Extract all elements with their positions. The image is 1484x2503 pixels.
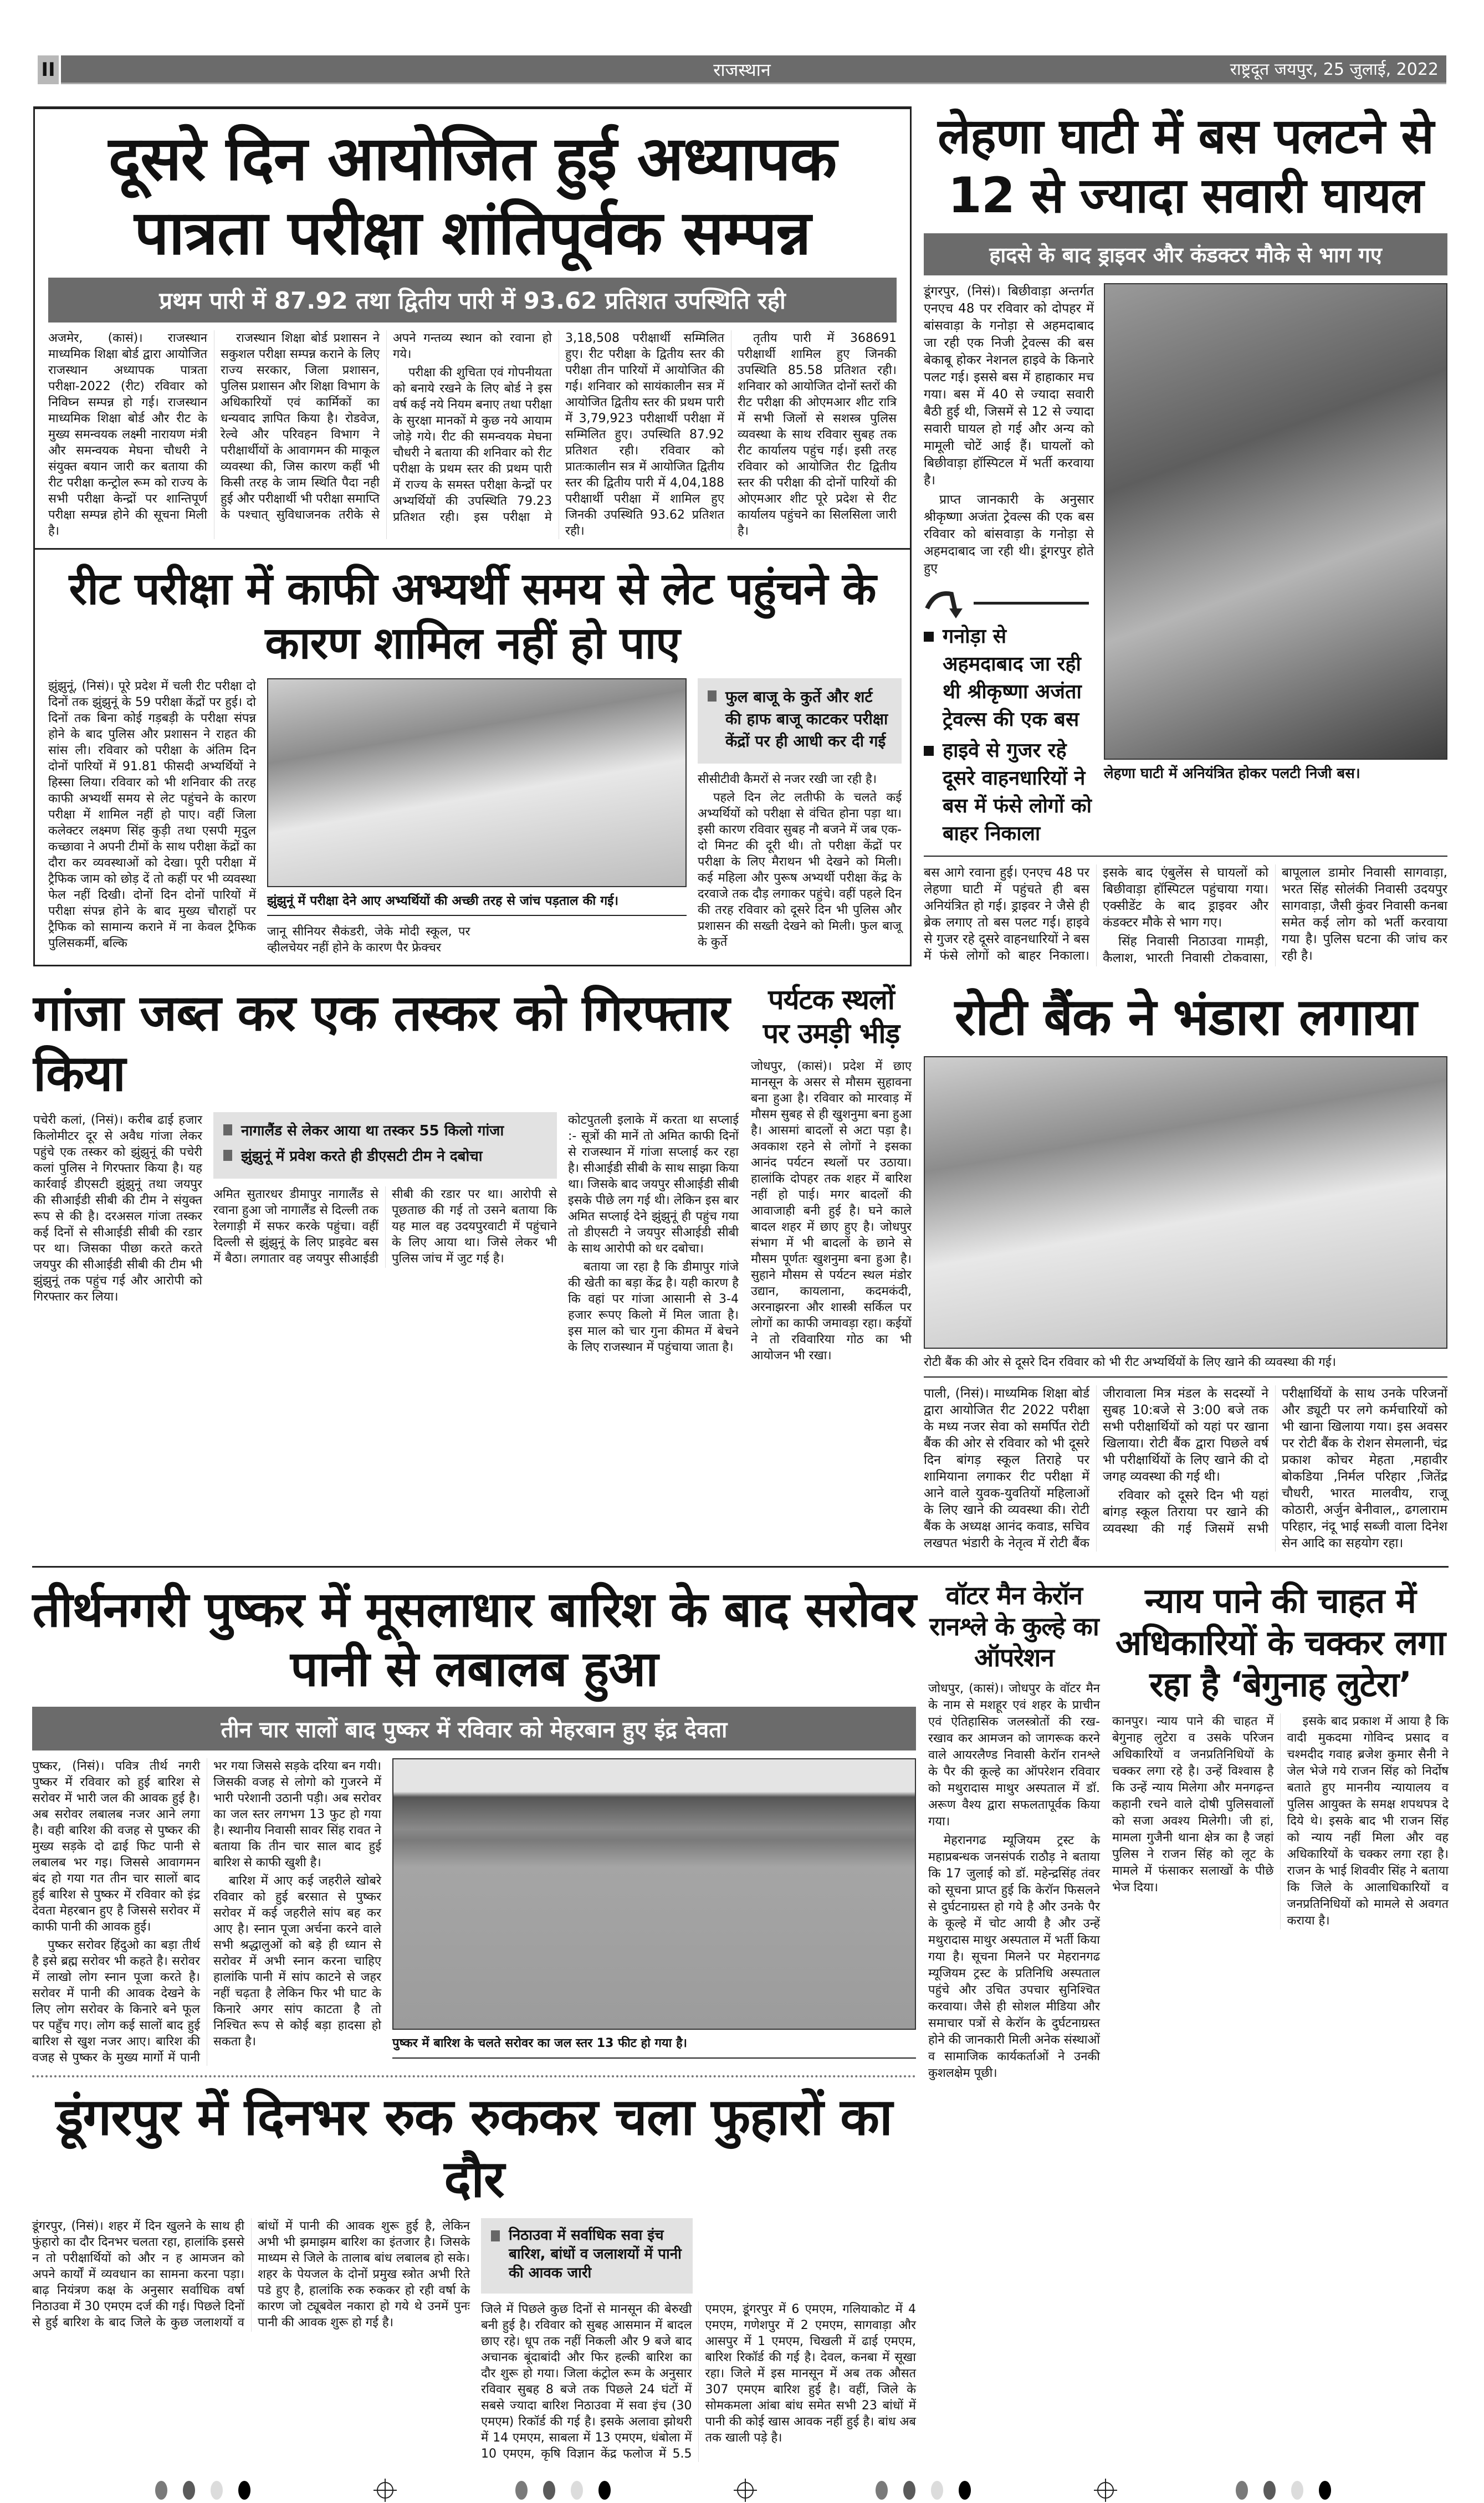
article-columns bbox=[48, 678, 902, 965]
square-bullet-icon bbox=[223, 1150, 232, 1161]
dateline: राष्ट्रदूत जयपुर, 25 जुलाई, 2022 bbox=[1230, 60, 1439, 79]
registration-dot bbox=[211, 2481, 223, 2500]
photo-pushkar-lake bbox=[392, 1758, 916, 2030]
headline: गांजा जब्त कर एक तस्कर को गिरफ्तार किया bbox=[33, 984, 730, 1103]
bullet-item bbox=[491, 2226, 683, 2282]
article-roti-bank bbox=[924, 986, 1447, 1552]
crosshair-icon bbox=[377, 2482, 393, 2499]
paragraph: पाली, (निसं)। माध्यमिक शिक्षा बोर्ड द्वारा आयोजित रीट 2022 परीक्षा के मध्य नजर सेवा को समर्पित रोटी बैंक की ओर से रविवार को भी दूसरे दिन बांगड़ स्कूल तिराहे पर शामियाना लगाकर रीट परीक्षा में आने वाले युवक-युवतियों महिलाओं के लिए खाने की व्यवस्था की। रोटी बैंक के अध्यक्ष आनंद कवाड, सचिव लखपत भंडारी के नेतृत्व में रोटी बैंक जीरावाला मित्र मंडल के सदस्यों ने सुबह 10:बजे से 3:00 बजे तक सभी परीक्षार्थियों को यहां पर खाना खिलाया। रोटी बैंक द्वारा पिछले वर्ष भी परीक्षार्थियों के लिए खाने की दो जगह व्यवस्था की गई थी। bbox=[924, 1386, 1268, 1550]
article-body bbox=[213, 1186, 557, 1268]
paragraph: पुष्कर, (निसं)। पवित्र तीर्थ नगरी पुष्कर में रविवार को हुई बारिश से सरोवर में भारी जल की आवक हुई है। अब सरोवर लबालब नजर आने लगा है। वही बारिश की वजह से पुष्कर की मुख्य सड़के दो ढाई फिट पानी से लबालब भर गइ। जिससे आवागमन बंद हो गया गत तीन चार सालों बाद हुई बारिश से पुष्कर में रविवार को इंद्र देवता मेहरबान हुए है जिससे सरोवर में काफी पानी की आवक हुई। bbox=[32, 1759, 200, 1934]
square-bullet-icon bbox=[924, 632, 934, 642]
bullet-item bbox=[223, 1120, 547, 1142]
article-body bbox=[751, 1058, 912, 1364]
article-body bbox=[924, 1385, 1447, 1552]
article-columns bbox=[32, 1758, 916, 2066]
article-body bbox=[568, 1112, 739, 1358]
registration-dot bbox=[903, 2481, 915, 2500]
paragraph: डूंगरपुर, (निसं)। बिछीवाड़ा अन्तर्गत एनएच 48 पर रविवार को दोपहर में बांसवाड़ा के गनोड़ा से अहमदाबाद जा रही एक निजी ट्रेवल्स की बस बेकाबू होकर नेशनल हाइवे के किनारे पलट गई। इससे बस में हाहाकार मच गया। बस में 40 से ज्यादा सवारी बैठी हुई थी, जिसमें से 12 से ज्यादा सवारी घायल हो गई और अन्य को मामूली चोटें आई हैं। घायलों को बिछीवाड़ा हॉस्पिटल में भर्ती करवाया है। bbox=[924, 284, 1094, 488]
paragraph: जानू सीनियर सैकंडरी, जेके मोदी स्कूल, पर व्हीलचेयर नहीं होने के कारण पैर फ्रेक्चर bbox=[267, 924, 470, 955]
highlight-box bbox=[698, 678, 902, 764]
bullet-item bbox=[223, 1145, 547, 1168]
subheadline: हादसे के बाद ड्राइवर और कंडक्टर मौके से भाग गए bbox=[989, 242, 1382, 267]
paragraph: मेहरानगढ म्यूजियम ट्रस्ट के महाप्रबन्धक जनसंपर्क राठौड़ ने बताया कि 17 जुलाई को डॉ. महेन्द्रसिंह तंवर को सूचना प्राप्त हुई कि केरॉन फिसलने से दुर्घटनाग्रस्त हो गये है और उनके पैर के कूल्हे में चोट आयी है और उन्हें मथुरादास माथुर अस्पताल में भर्ती किया गया है। सूचना मिलने पर मेहरानगढ म्यूजियम ट्रस्ट के प्रतिनिधि अस्पताल पहुंचे और उचित उपचार सुनिश्चित करवाया। जैसे ही सोशल मीडिया और समाचार पत्रों से केरॉन के दुर्घटनाग्रस्त होने की जानकारी मिली अनेक संस्थाओं व सामाजिक कार्यकर्ताओं ने उनकी कुशलक्षेम पूछी। bbox=[928, 1834, 1100, 2081]
article-body bbox=[698, 771, 902, 950]
top-section bbox=[33, 106, 1447, 1552]
subheadline-bar bbox=[32, 1707, 916, 1750]
article-reet-second-day bbox=[33, 106, 912, 550]
headline: लेहणा घाटी में बस पलटने से 12 से ज्यादा सवारी घायल bbox=[938, 108, 1434, 224]
headline: रोटी बैंक ने भंडारा लगाया bbox=[954, 987, 1417, 1047]
paragraph: जोधपुर, (कासं)। जोधपुर के वॉटर मैन के नाम से मशहूर एवं शहर के प्राचीन एवं ऐतिहासिक जलस्त्रोतों की रख-रखाव कर आमजन को जागरूक करने वाले आयरलैण्ड निवासी केरॉन रानश्ले के पैर की कूल्हे का ऑपरेशन रविवार को मथुरादास माथुर अस्पताल में डॉ. अरूण वैश्य द्वारा सफलतापूर्वक किया गया। bbox=[928, 1682, 1100, 1829]
page-marker: II bbox=[38, 55, 61, 84]
paragraph: झुंझुनूं, (निसं)। पूरे प्रदेश में चली रीट परीक्षा दो दिनों तक झुंझुनूं के 59 परीक्षा केंद्रों पर हुई। दो दिनों तक बिना कोई गड़बड़ी के परीक्षा संपन्न होने के बाद पुलिस और प्रशासन ने राहत की सांस ली। रविवार को परीक्षा के अंतिम दिन दोनों पारियों में 91.81 फीसदी अभ्यर्थियों ने हिस्सा लिया। रविवार को भी शनिवार की तरह काफी अभ्यर्थी समय से लेट पहुंचने के कारण परीक्षा में शामिल नहीं हो पाए। वहीं जिला कलेक्टर लक्ष्मण सिंह कुड़ी तथा एसपी मृदुल कच्छावा ने अपनी टीमों के साथ परीक्षा केंद्रों का दौरा कर व्यवस्थाओं को देखा। पूरी परीक्षा में ट्रैफिक जाम को छोड़ दें तो कहीं पर भी व्यवस्था फेल नहीं दिखी। दोनों दिन दोनों पारियों में परीक्षा संपन्न होने के बाद मुख्य चौराहों पर ट्रैफिक को सामान्य कराने में ना केवल ट्रैफिक पुलिसकर्मी, बल्कि bbox=[48, 679, 256, 950]
bullet-text: फुल बाजू के कुर्ते और शर्ट की हाफ बाजू काटकर परीक्षा केंद्रों पर ही आधी कर दी गई bbox=[725, 687, 888, 750]
photo-exam-center-check bbox=[267, 678, 687, 887]
photo-caption: झुंझुनूं में परीक्षा देने आए अभ्यर्थियों की अच्छी तरह से जांच पड़ताल की गई। bbox=[267, 893, 619, 908]
article-begunah-lutera bbox=[1112, 1580, 1449, 1929]
article-body bbox=[32, 1758, 381, 2066]
article-tourist-crowd bbox=[751, 983, 912, 1366]
paragraph: सीसीटीवी कैमरों से नजर रखी जा रही है। bbox=[698, 772, 877, 786]
registration-dot bbox=[598, 2481, 611, 2500]
article-body bbox=[32, 2218, 470, 2332]
photo-column bbox=[1104, 283, 1447, 787]
article-body bbox=[924, 864, 1447, 966]
subheadline-bar bbox=[924, 233, 1447, 275]
left-column bbox=[33, 106, 912, 1366]
article-columns bbox=[33, 1112, 739, 1358]
right-block bbox=[481, 2218, 916, 2462]
registration-dot bbox=[543, 2481, 555, 2500]
registration-dot bbox=[1236, 2481, 1248, 2500]
article-body bbox=[1112, 1713, 1449, 1929]
registration-dot bbox=[238, 2481, 250, 2500]
square-bullet-icon bbox=[491, 2230, 500, 2241]
article-columns bbox=[32, 2218, 916, 2462]
headline: डूंगरपुर में दिनभर रुक रुककर चला फुहारों का दौर bbox=[56, 2087, 892, 2209]
page-header bbox=[38, 55, 1446, 84]
paragraph: अजमेर, (कासं)। राजस्थान माध्यमिक शिक्षा बोर्ड द्वारा आयोजित राजस्थान अध्यापक पात्रता परीक्षा-2022 (रीट) रविवार को निविघ्न सम्पन्न हो गई। राजस्थान माध्यमिक शिक्षा बोर्ड और रीट के मुख्य समन्वयक लक्ष्मी नारायण मंत्री और समन्वयक मेघना चौधरी ने संयुक्त बयान जारी कर बताया की रीट परीक्षा कन्ट्रोल रूम को राज्य के सभी परीक्षा केन्द्रों पर शान्तिपूर्ण परीक्षा सम्पन्न होने की सूचना मिली है। bbox=[48, 331, 207, 539]
crosshair-icon bbox=[1097, 2482, 1114, 2499]
section-divider bbox=[32, 1566, 1449, 1568]
article-waterman bbox=[928, 1580, 1100, 2084]
article-body bbox=[33, 1112, 202, 1307]
square-bullet-icon bbox=[708, 690, 717, 702]
registration-dot bbox=[1263, 2481, 1276, 2500]
paragraph: सिंह निवासी निठाउवा गामड़ी, कैलाश, भारती निवासी टोकवासा, बापूलाल डामोर निवासी सागवाड़ा, भरत सिंह सोलंकी निवासी उदयपुर सागवाड़ा, जैसी कुंवर निवासी कनबा समेत कई लोग को भर्ती करवाया गया है। पुलिस घटना की जांच कर रही है। bbox=[1103, 865, 1447, 965]
article-bus-accident bbox=[924, 106, 1447, 966]
highlight-bullets bbox=[924, 623, 1094, 848]
headline: तीर्थनगरी पुष्कर में मूसलाधार बारिश के बाद सरोवर पानी से लबालब हुआ bbox=[32, 1580, 916, 1698]
paragraph: बारिश में आए कई जहरीले खोबरे रविवार को हुई बरसात से पुष्कर सरोवर में कई जहरीले सांप बह कर आए है। स्नान पूजा अर्चना करने वाले सभी श्रद्धालुओं को बड़े ही ध्यान से सरोवर में अभी स्नान करना चाहिए हालांकि पानी में सांप काटने से जहर नहीं चढ़ता है लेकिन फिर भी घाट के किनारे अगर सांप काटता है तो निश्चित रूप से कोई बड़ा हादसा हो सकता है। bbox=[213, 1874, 381, 2049]
registration-dot bbox=[515, 2481, 528, 2500]
article-reet-late-candidates bbox=[33, 550, 912, 966]
headline: पर्यटक स्थलों पर उमड़ी भीड़ bbox=[763, 983, 900, 1050]
divider bbox=[267, 915, 687, 916]
paragraph: पहले दिन लेट लतीफी के चलते कई अभ्यर्थियों को परीक्षा से वंचित होना पड़ा था। इसी कारण रविवार सुबह नौ बजने में जब एक-दो मिनट की दूरी थी। तो परीक्षा केंद्रों पर परीक्षा के लिए मैराथन भी देखने को मिली। कई महिला और पुरूष अभ्यर्थी परीक्षा केंद्र के दरवाजे तक दौड़ लगाकर पहुंचे। वहीं पहले दिन की तरह रविवार को दूसरे दिन भी पुलिस और प्रशासन की सख्ती देखने को मिली। फुल बाजू के कुर्ते bbox=[698, 790, 902, 949]
photo-caption: रोटी बैंक की ओर से दूसरे दिन रविवार को भी रीट अभ्यर्थियों के लिए खाने की व्यवस्था की गई। bbox=[924, 1355, 1336, 1369]
bottom-section bbox=[32, 1580, 1449, 2462]
paragraph: तृतीय पारी में 368691 परीक्षार्थी शामिल हुए जिनकी उपस्थिति 85.58 प्रतिशत रही। शनिवार को आयोजित दोनों स्तरों की रीट परीक्षा की ओएमआर शीट रात्रि में सभी जिलों से सशस्त्र पुलिस व्यवस्था के साथ रविवार सुबह तक रीट कार्यालय पहुंच गई। इसी तरह रविवार को आयोजित रीट द्वितीय स्तर की परीक्षा की दोनों पारियों की ओएमआर शीट पूरे प्रदेश से रीट कार्यालय पहुंचने का सिलसिला जारी है। bbox=[738, 331, 897, 539]
article-body bbox=[481, 2301, 916, 2462]
registration-dot bbox=[1291, 2481, 1303, 2500]
square-bullet-icon bbox=[223, 1124, 232, 1135]
ganja-tourist-row bbox=[33, 983, 912, 1366]
section-title: राजस्थान bbox=[713, 59, 771, 80]
paragraph: पुष्कर सरोवर हिंदुओ का बड़ा तीर्थ है इसे ब्रह्म सरोवर भी कहते है। सरोवर में लाखो लोग स्नान पूजा करते है। सरोवर में पानी की आवक देखने के लिए लोग सरोवर के किनारे बने फूल पर पहुँच गए। लोग कई सालों बाद हुई बारिश से खुश नजर आए। बारिश की वजह से पुष्कर के मुख्य मार्गो में पानी भर गया जिससे सड़के दरिया बन गयी। जिसकी वजह से लोगो को गुजरने में भारी परेशानी उठानी पड़ी। अब सरोवर का जल स्तर लगभग 13 फुट हो गया है। स्थानीय निवासी सावर सिंह रावत ने बताया कि तीन चार साल बाद हुई बारिश से काफी खुशी है। bbox=[32, 1759, 381, 2065]
article-columns bbox=[924, 283, 1447, 851]
highlight-box bbox=[481, 2218, 693, 2294]
article-lead bbox=[48, 678, 256, 954]
dotted-divider bbox=[32, 2075, 916, 2077]
bullet-text: गनोड़ा से अहमदाबाद जा रही थी श्रीकृष्णा अजंता ट्रेवल्स की एक बस bbox=[943, 625, 1082, 731]
paragraph: बताया जा रहा है कि डीमापुर गांजे की खेती का बड़ा केंद्र है। यही कारण है कि वहां पर गांजा आसानी से 3-4 हजार रूपए किलो में मिल जाता है। इस माल को चार गुना कीमत में बेचने के लिए राजस्थान में पहुंचाया जाता है। bbox=[568, 1260, 739, 1355]
lead-column bbox=[924, 283, 1094, 851]
side-column bbox=[698, 678, 902, 953]
divider bbox=[392, 2057, 916, 2059]
photo-overturned-bus bbox=[1104, 283, 1447, 760]
headline: दूसरे दिन आयोजित हुई अध्यापक पात्रता परीक्षा शांतिपूर्वक सम्पन्न bbox=[108, 123, 837, 269]
crosshair-icon bbox=[737, 2482, 754, 2499]
article-body bbox=[928, 1681, 1100, 2082]
paragraph: पचेरी कलां, (निसं)। करीब ढाई हजार किलोमीटर दूर से अवैध गांजा लेकर पहुंचे एक तस्कर को झुंझुनूं की पचेरी कलां पुलिस ने गिरफ्तार किया है। यह कार्रवाई डीएसटी झुंझुनूं तथा जयपुर की सीआईडी सीबी की टीम ने संयुक्त रूप से की है। दरअसल गांजा तस्कर कई दिनों से सीआईडी सीबी की रडार पर था। जिसका पीछा करते करते जयपुर की सीआईडी सीबी की टीम भी झुंझुनूं तक पहुंच गई और आरोपी को गिरफ्तार कर लिया। bbox=[33, 1113, 202, 1304]
article-body bbox=[48, 330, 897, 539]
paragraph: जोधपुर, (कासं)। प्रदेश में छाए मानसून के असर से मौसम सुहावना बना हुआ है। रविवार को मारवाड़ में मौसम सुबह से ही खुशनुमा बना हुआ है। आसमां बादलों से अटा पड़ा है। अवकाश रहने से लोगों ने इसका आनंद पर्यटन स्थलों पर उठाया। हालांकि दोपहर तक शहर में बारिश नहीं हो पाई। मगर बादलों की आवाजाही बनी हुई है। घने काले बादल शहर में छाए हुए है। जोधपुर संभाग में भी बादलों के छाने से मौसम पूर्णतः खुशनुमा बना हुआ है। सुहाने मौसम से पर्यटन स्थल मंडोर उद्यान, कायलाना, कदमकंदी, अरनाझरना और शास्त्री सर्किल पर लोगों का काफी जमावड़ा रहा। कईयों ने तो रविवारिया गोठ का भी आयोजन भी रखा। bbox=[751, 1059, 912, 1363]
bullet-text: हाइवे से गुजर रहे दूसरे वाहनधारियों ने बस में फंसे लोगों को बाहर निकाला bbox=[943, 739, 1092, 845]
registration-dot bbox=[571, 2481, 583, 2500]
article-body bbox=[267, 924, 687, 956]
registration-marks bbox=[0, 2479, 1484, 2503]
bullet-item bbox=[924, 737, 1094, 848]
paragraph: परीक्षा की शुचिता एवं गोपनीयता को बनाये रखने के लिए बोर्ड ने इस वर्ष कई नये नियम बनाए तथा परीक्षा के सुरक्षा मानकों मे कुछ नये आयाम जोड़े गये। रीट की समन्वयक मेघना चौधरी ने बताया की शनिवार को रीट परीक्षा के प्रथम स्तर की प्रथम पारी में राज्य के समस्त परीक्षा केन्द्रों पर अभ्यर्थियों की उपस्थिति 79.23 प्रतिशत रही। इस परीक्षा मे 3,18,508 परीक्षार्थी सम्मिलित हुए। रीट परीक्षा के द्वितीय स्तर की परीक्षा तीन पारियों में आयोजित की गई। शनिवार को सायंकालीन सत्र में आयोजित द्वितीय स्तर की प्रथम पारी में 3,79,923 परीक्षार्थी परीक्षा में सम्मिलित हुए। उपस्थिति 87.92 प्रतिशत रही। रविवार को प्रातःकालीन सत्र में आयोजित द्वितीय स्तर की द्वितीय पारी में 4,04,188 परीक्षार्थी परीक्षा में शामिल हुए जिनकी उपस्थिति 93.62 प्रतिशत रही। bbox=[393, 331, 724, 539]
registration-dot bbox=[1319, 2481, 1331, 2500]
paragraph: जिले में पिछले कुछ दिनों से मानसून की बेरुखी बनी हुई है। रविवार को सुबह आसमान में बादल छाए रहे। धूप तक नहीं निकली और 9 बजे बाद अचानक बूंदाबांदी और फिर हल्की बारिश का दौर शुरू हो गया। जिला कंट्रोल रूम के अनुसार रविवार सुबह 8 बजे तक पिछले 24 घंटों में सबसे ज्यादा बारिश निठाउवा में सवा इंच (30 एमएम) रिकॉर्ड की गई है। इसके अलावा झोथरी में 14 एमएम, साबला में 13 एमएम, धंबोला में 10 एमएम, कृषि विज्ञान केंद्र फलोज में 5.5 एमएम, डूंगरपुर में 6 एमएम, गलियाकोट में 4 एमएम, गणेशपुर में 2 एमएम, सागवाड़ा और आसपुर में 1 एमएम, चिखली में ढाई एमएम, बारिश रिकॉर्ड की गई है। देवल, कनबा में सूखा रहा। जिले में इस मानसून में अब तक औसत 307 एमएम बारिश हुई है। वहीं, जिले के सोमकमला आंबा बांध समेत सभी 23 बांधों में पानी की कोई खास आवक नहीं हुई है। बांध अब तक खाली पड़े है। bbox=[481, 2302, 916, 2461]
paragraph: बस आगे रवाना हुई। एनएच 48 पर लेहणा घाटी में पहुंचते ही बस अनियंत्रित हो गई। ड्राइवर ने जैसे ही ब्रेक लगाए तो बस पलट गई। हाइवे से गुजर रहे दूसरे वाहनधारियों ने बस में फंसे लोगों को बाहर निकाला। इसके बाद एंबुलेंस से घायलों को बिछीवाड़ा हॉस्पिटल पहुंचाया गया। एक्सीडेंट के बाद ड्राइवर और कंडक्टर मौके से भाग गए। bbox=[924, 865, 1268, 963]
paragraph: कोटपुतली इलाके में करता था सप्लाई :- सूत्रों की मानें तो अमित काफी दिनों से राजस्थान में गांजा सप्लाई कर रहा है। सीआईडी सीबी के साथ साझा किया था। जिसके बाद जयपुर सीआईडी सीबी इसके पीछे लग गई थी। लेकिन इस बार अमित सप्लाई देने झुंझुनूं ही पहुंच गया तो डीएसटी ने जयपुर सीआईडी सीबी के साथ आरोपी को धर दबोचा। bbox=[568, 1113, 739, 1256]
curved-arrow-icon bbox=[924, 586, 1094, 620]
article-pushkar-rain bbox=[32, 1580, 916, 2066]
paragraph: इसके बाद प्रकाश में आया है कि वादी मुकदमा गोविन्द प्रसाद व चश्मदीद गवाह ब्रजेश कुमार सैनी ने जेल भेजे गये राजन सिंह को निर्दोष बताते हुए माननीय न्यायालय व पुलिस आयुक्त के समक्ष शपथपत्र दे दिये थे। इसके बाद भी राजन सिंह को न्याय नहीं मिला और वह अधिकारियों के चक्कर लगा रहा है। राजन के भाई शिववीर सिंह ने बताया कि जिले के आलाधिकारियों व जनप्रतिनिधियों को मामले से अवगत कराया है। bbox=[1287, 1714, 1449, 1928]
paragraph: कानपुर। न्याय पाने की चाहत में बेगुनाह लुटेरा व उसके परिजन अधिकारियों व जनप्रतिनिधियों के चक्कर लगा रहे है। उन्हें विश्वास है कि उन्हें न्याय मिलेगा और मनगढ़न्त कहानी रचने वाले दोषी पुलिसवालों को सजा अवश्य मिलेगी। जी हां, मामला गुजैनी थाना क्षेत्र का है जहां पुलिस ने राजन सिंह को लूट के मामले में फंसाकर सलाखों के पीछे भेज दिया। bbox=[1112, 1714, 1274, 1895]
paragraph: राजस्थान शिक्षा बोर्ड प्रशासन ने सकुशल परीक्षा सम्पन्न कराने के लिए राज्य सरकार, जिला प्रशासन, पुलिस प्रशासन और शिक्षा विभाग के अधिकारियों एवं कार्मिकों का धन्यवाद ज्ञापित किया है। रोडवेज, रेल्वे और परिवहन विभाग ने परीक्षार्थीयों के आवागमन की माकूल व्यवस्था की, जिस कारण कहीं भी किसी तरह के जाम स्थिति पैदा नही हुई और परीक्षार्थी भी परीक्षा समाप्ति के पश्चात् सुविधाजनक तरीके से अपने गन्तव्य स्थान को रवाना हो गये। bbox=[221, 331, 552, 523]
article-ganja-seized bbox=[33, 983, 739, 1358]
paragraph: अमित सुतारधर डीमापुर नागालैंड से रवाना हुआ जो नागालैंड से दिल्ली तक रेलगाड़ी में सफर करके पहुंचा। वहीं दिल्ली से झुंझुनूं के लिए प्राइवेट बस में बैठा। लगातार वह जयपुर सीआईडी सीबी की रडार पर था। आरोपी से पूछताछ की गई तो उसने बताया कि यह माल वह उदयपुरवाटी में पहुंचाने के लिए आया था। जिसे लेकर भी पुलिस जांच में जुट गई है। bbox=[213, 1187, 557, 1266]
subheadline-bar bbox=[48, 278, 897, 323]
photo-column bbox=[392, 1758, 916, 2066]
headline: वॉटर मैन केरॉन रानश्ले के कुल्हे का ऑपरेशन bbox=[929, 1580, 1099, 1673]
paragraph: प्राप्त जानकारी के अनुसार श्रीकृष्णा अजंता ट्रेवल्स की एक बस रविवार को बांसवाड़ा के गनोड़ा से अहमदाबाद जा रही थी। डूंगरपुर होते हुए bbox=[924, 492, 1094, 576]
photo-caption: लेहणा घाटी में अनियंत्रित होकर पलटी निजी बस। bbox=[1104, 765, 1360, 782]
bullet-item bbox=[924, 623, 1094, 734]
photo-roti-bank-bhandara bbox=[924, 1056, 1447, 1349]
article-dungarpur-rain bbox=[32, 2086, 916, 2462]
registration-dot bbox=[931, 2481, 943, 2500]
registration-dot bbox=[876, 2481, 888, 2500]
bullet-text: झुंझुनूं में प्रवेश करते ही डीएसटी टीम ने दबोचा bbox=[241, 1148, 483, 1165]
divider bbox=[924, 856, 1447, 857]
photo-column bbox=[267, 678, 687, 956]
article-lead bbox=[924, 283, 1094, 577]
bullet-item bbox=[708, 686, 892, 753]
highlight-box bbox=[213, 1112, 557, 1179]
registration-dot bbox=[183, 2481, 195, 2500]
square-bullet-icon bbox=[924, 746, 934, 756]
right-column bbox=[924, 106, 1447, 1552]
registration-dot bbox=[155, 2481, 167, 2500]
registration-dot bbox=[959, 2481, 971, 2500]
divider bbox=[924, 1376, 1447, 1378]
subheadline: प्रथम पारी में 87.92 तथा द्वितीय पारी में 93.62 प्रतिशत उपस्थिति रही bbox=[159, 287, 786, 315]
center-column bbox=[213, 1112, 557, 1268]
headline: रीट परीक्षा में काफी अभ्यर्थी समय से लेट पहुंचने के कारण शामिल नहीं हो पाए bbox=[69, 563, 876, 669]
photo-caption: पुष्कर में बारिश के चलते सरोवर का जल स्तर 13 फीट हो गया है। bbox=[392, 2036, 688, 2050]
bottom-left-column bbox=[32, 1580, 916, 2462]
paragraph: रविवार को दूसरे दिन भी यहां बांगड़ स्कूल तिराया पर खाने की व्यवस्था की गई जिसमें सभी परीक्षार्थियों के साथ उनके परिजनों और ड्यूटी पर लगे कर्मचारियों को भी खाना खिलाया गया। इस अवसर पर रोटी बैंक के रोशन सेमलानी, चंद्र प्रकाश कोचर मेहता ,महावीर बोकडिया ,निर्मल परिहार ,जितेंद्र चौधरी, भारत मालवीय, राजू कोठारी, अर्जुन बेनीवाल,, ढगलाराम परिहार, नंदू भाई सब्जी वाला दिनेश सेन आदि का सहयोग रहा। bbox=[1103, 1386, 1447, 1550]
bullet-text: नागालैंड से लेकर आया था तस्कर 55 किलो गांजा bbox=[241, 1123, 504, 1140]
paragraph: डूंगरपुर, (निसं)। शहर में दिन खुलने के साथ ही फुंहारो का दौर दिनभर चलता रहा, हालांकि इससे न तो परीक्षार्थियों को और न ह आमजन को अपने कार्यों में व्यवधान का सामना करना पड़ा। बाढ़ नियंत्रण कक्ष के अनुसार सर्वाधिक वर्षा निठाउवा में 30 एमएम दर्ज की गई। पिछले दिनों से हुई बारिश के बाद जिले के कुछ जलाशयों व बांधों में पानी की आवक शुरू हुई है, लेकिन अभी भी झमाझम बारिश का इंतजार है। जिसके माध्यम से जिले के तालाब बांध लबालब हो सके। शहर के पेयजल के दोनों प्रमुख स्त्रोत अभी रिते पडे हुए है, हालांकि रुक रुककर हो रही वर्षा के कारण जो ट्यूबवेल नकारा हो गये थे उनमें पुनः पानी की आवक शुरू हो गई है। bbox=[32, 2219, 470, 2330]
headline: न्याय पाने की चाहत में अधिकारियों के चक्कर लगा रहा है ‘बेगुनाह लुटेरा’ bbox=[1115, 1580, 1446, 1705]
bullet-text: निठाउवा में सर्वाधिक सवा इंच बारिश, बांधों व जलाशयों में पानी की आवक जारी bbox=[509, 2227, 682, 2282]
subheadline: तीन चार सालों बाद पुष्कर में रविवार को मेहरबान हुए इंद्र देवता bbox=[221, 1717, 728, 1743]
